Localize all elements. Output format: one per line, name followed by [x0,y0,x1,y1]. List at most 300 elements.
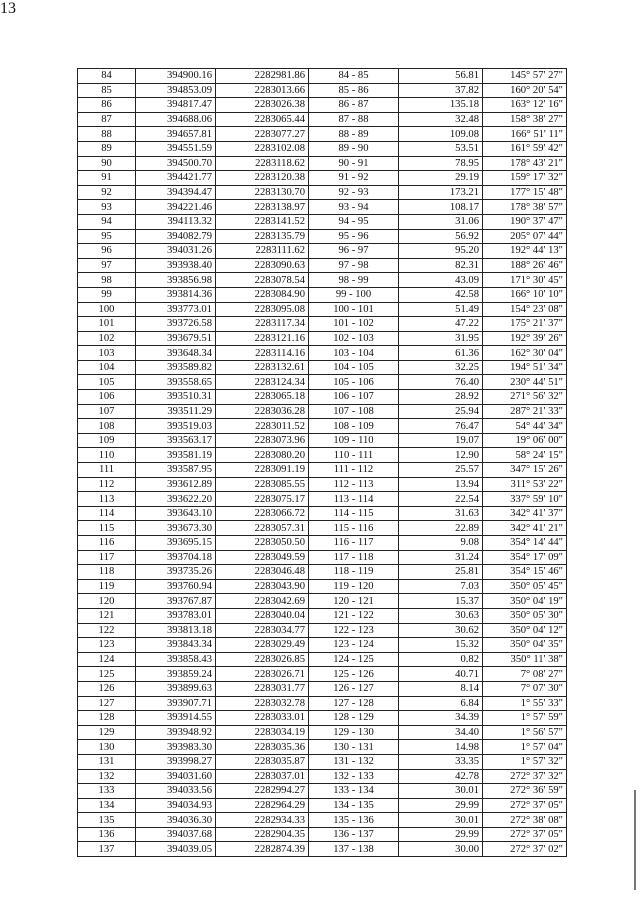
point-number-cell: 89 [78,141,136,156]
table-row [78,287,567,302]
bearing-cell: 272° 37' 32" [483,769,567,784]
bearing-cell: 350° 05' 30" [483,608,567,623]
segment-cell: 89 - 90 [309,141,399,156]
segment-cell: 118 - 119 [309,565,399,580]
scan-edge-mark [634,790,636,890]
y-coordinate-cell: 2283084.90 [216,287,309,302]
y-coordinate-cell: 2283073.96 [216,433,309,448]
segment-cell: 123 - 124 [309,638,399,653]
length-cell: 19.07 [399,433,483,448]
bearing-cell: 342° 41' 37" [483,506,567,521]
segment-cell: 113 - 114 [309,492,399,507]
segment-cell: 95 - 96 [309,229,399,244]
x-coordinate-cell: 393813.18 [136,623,216,638]
y-coordinate-cell: 2282994.27 [216,784,309,799]
length-cell: 25.57 [399,463,483,478]
x-coordinate-cell: 394039.05 [136,842,216,857]
length-cell: 8.14 [399,681,483,696]
table-row [78,696,567,711]
bearing-cell: 7° 08' 27" [483,667,567,682]
table-row [78,784,567,799]
segment-cell: 100 - 101 [309,302,399,317]
segment-cell: 85 - 86 [309,83,399,98]
y-coordinate-cell: 2283042.69 [216,594,309,609]
x-coordinate-cell: 394688.06 [136,112,216,127]
x-coordinate-cell: 393843.34 [136,638,216,653]
segment-cell: 127 - 128 [309,696,399,711]
table-row [78,317,567,332]
bearing-cell: 272° 36' 59" [483,784,567,799]
y-coordinate-cell: 2282904.35 [216,827,309,842]
y-coordinate-cell: 2283138.97 [216,200,309,215]
x-coordinate-cell: 393581.19 [136,448,216,463]
table-row [78,842,567,857]
x-coordinate-cell: 394034.93 [136,798,216,813]
table-row [78,83,567,98]
segment-cell: 131 - 132 [309,754,399,769]
segment-cell: 135 - 136 [309,813,399,828]
table-row [78,754,567,769]
point-number-cell: 125 [78,667,136,682]
point-number-cell: 84 [78,69,136,84]
length-cell: 29.99 [399,798,483,813]
table-row [78,302,567,317]
segment-cell: 107 - 108 [309,404,399,419]
length-cell: 109.08 [399,127,483,142]
bearing-cell: 192° 39' 26" [483,331,567,346]
point-number-cell: 120 [78,594,136,609]
x-coordinate-cell: 393948.92 [136,725,216,740]
point-number-cell: 94 [78,214,136,229]
y-coordinate-cell: 2283034.77 [216,623,309,638]
x-coordinate-cell: 394113.32 [136,214,216,229]
x-coordinate-cell: 394031.60 [136,769,216,784]
bearing-cell: 272° 37' 05" [483,827,567,842]
length-cell: 31.06 [399,214,483,229]
bearing-cell: 1° 55' 33" [483,696,567,711]
table-row [78,98,567,113]
point-number-cell: 115 [78,521,136,536]
y-coordinate-cell: 2283037.01 [216,769,309,784]
segment-cell: 134 - 135 [309,798,399,813]
y-coordinate-cell: 2283075.17 [216,492,309,507]
y-coordinate-cell: 2283124.34 [216,375,309,390]
y-coordinate-cell: 2283135.79 [216,229,309,244]
bearing-cell: 19° 06' 00" [483,433,567,448]
bearing-cell: 1° 57' 32" [483,754,567,769]
segment-cell: 117 - 118 [309,550,399,565]
y-coordinate-cell: 2283085.55 [216,477,309,492]
segment-cell: 114 - 115 [309,506,399,521]
x-coordinate-cell: 393558.65 [136,375,216,390]
segment-cell: 84 - 85 [309,69,399,84]
y-coordinate-cell: 2283130.70 [216,185,309,200]
x-coordinate-cell: 393679.51 [136,331,216,346]
bearing-cell: 337° 59' 10" [483,492,567,507]
segment-cell: 125 - 126 [309,667,399,682]
y-coordinate-cell: 2283026.38 [216,98,309,113]
x-coordinate-cell: 393907.71 [136,696,216,711]
segment-cell: 122 - 123 [309,623,399,638]
length-cell: 173.21 [399,185,483,200]
table-row [78,638,567,653]
length-cell: 22.54 [399,492,483,507]
segment-cell: 129 - 130 [309,725,399,740]
segment-cell: 90 - 91 [309,156,399,171]
y-coordinate-cell: 2283090.63 [216,258,309,273]
table-row [78,521,567,536]
point-number-cell: 103 [78,346,136,361]
segment-cell: 120 - 121 [309,594,399,609]
length-cell: 95.20 [399,244,483,259]
length-cell: 29.99 [399,827,483,842]
bearing-cell: 175° 21' 37" [483,317,567,332]
y-coordinate-cell: 2283065.18 [216,390,309,405]
table-row [78,390,567,405]
x-coordinate-cell: 393519.03 [136,419,216,434]
segment-cell: 116 - 117 [309,536,399,551]
table-row [78,681,567,696]
point-number-cell: 126 [78,681,136,696]
table-row [78,112,567,127]
point-number-cell: 108 [78,419,136,434]
bearing-cell: 342° 41' 21" [483,521,567,536]
length-cell: 30.01 [399,784,483,799]
segment-cell: 104 - 105 [309,360,399,375]
length-cell: 34.39 [399,711,483,726]
length-cell: 30.63 [399,608,483,623]
y-coordinate-cell: 2283043.90 [216,579,309,594]
length-cell: 25.94 [399,404,483,419]
length-cell: 0.82 [399,652,483,667]
y-coordinate-cell: 2283066.72 [216,506,309,521]
table-row [78,360,567,375]
table-row [78,492,567,507]
bearing-cell: 272° 37' 02" [483,842,567,857]
point-number-cell: 112 [78,477,136,492]
y-coordinate-cell: 2283049.59 [216,550,309,565]
x-coordinate-cell: 393859.24 [136,667,216,682]
x-coordinate-cell: 393563.17 [136,433,216,448]
bearing-cell: 177° 15' 48" [483,185,567,200]
table-row [78,273,567,288]
point-number-cell: 116 [78,536,136,551]
length-cell: 34.40 [399,725,483,740]
table-row [78,258,567,273]
y-coordinate-cell: 2282964.29 [216,798,309,813]
bearing-cell: 163° 12' 16" [483,98,567,113]
point-number-cell: 134 [78,798,136,813]
table-row [78,536,567,551]
length-cell: 22.89 [399,521,483,536]
y-coordinate-cell: 2282934.33 [216,813,309,828]
bearing-cell: 230° 44' 51" [483,375,567,390]
y-coordinate-cell: 2283035.87 [216,754,309,769]
x-coordinate-cell: 394037.68 [136,827,216,842]
point-number-cell: 130 [78,740,136,755]
length-cell: 9.08 [399,536,483,551]
table-row [78,769,567,784]
x-coordinate-cell: 393998.27 [136,754,216,769]
segment-cell: 124 - 125 [309,652,399,667]
table-row [78,827,567,842]
x-coordinate-cell: 393622.20 [136,492,216,507]
segment-cell: 106 - 107 [309,390,399,405]
point-number-cell: 98 [78,273,136,288]
y-coordinate-cell: 2283111.62 [216,244,309,259]
length-cell: 82.31 [399,258,483,273]
y-coordinate-cell: 2283077.27 [216,127,309,142]
table-row [78,623,567,638]
table-row [78,69,567,84]
length-cell: 7.03 [399,579,483,594]
bearing-cell: 154° 23' 08" [483,302,567,317]
segment-cell: 86 - 87 [309,98,399,113]
y-coordinate-cell: 2283029.49 [216,638,309,653]
point-number-cell: 111 [78,463,136,478]
table-row [78,214,567,229]
table-row [78,652,567,667]
length-cell: 43.09 [399,273,483,288]
y-coordinate-cell: 2283032.78 [216,696,309,711]
table-row [78,185,567,200]
segment-cell: 96 - 97 [309,244,399,259]
segment-cell: 115 - 116 [309,521,399,536]
bearing-cell: 205° 07' 44" [483,229,567,244]
length-cell: 31.95 [399,331,483,346]
table-row [78,565,567,580]
x-coordinate-cell: 393510.31 [136,390,216,405]
point-number-cell: 102 [78,331,136,346]
x-coordinate-cell: 393914.55 [136,711,216,726]
length-cell: 15.32 [399,638,483,653]
segment-cell: 99 - 100 [309,287,399,302]
bearing-cell: 145° 57' 27" [483,69,567,84]
x-coordinate-cell: 393858.43 [136,652,216,667]
point-number-cell: 121 [78,608,136,623]
x-coordinate-cell: 394900.16 [136,69,216,84]
y-coordinate-cell: 2283036.28 [216,404,309,419]
x-coordinate-cell: 393735.26 [136,565,216,580]
x-coordinate-cell: 393673.30 [136,521,216,536]
table-row [78,711,567,726]
length-cell: 25.81 [399,565,483,580]
segment-cell: 130 - 131 [309,740,399,755]
point-number-cell: 96 [78,244,136,259]
point-number-cell: 99 [78,287,136,302]
y-coordinate-cell: 2283132.61 [216,360,309,375]
y-coordinate-cell: 2283034.19 [216,725,309,740]
y-coordinate-cell: 2283078.54 [216,273,309,288]
x-coordinate-cell: 393983.30 [136,740,216,755]
bearing-cell: 161° 59' 42" [483,141,567,156]
length-cell: 135.18 [399,98,483,113]
x-coordinate-cell: 393938.40 [136,258,216,273]
bearing-cell: 160° 20' 54" [483,83,567,98]
bearing-cell: 178° 43' 21" [483,156,567,171]
x-coordinate-cell: 394551.59 [136,141,216,156]
point-number-cell: 97 [78,258,136,273]
bearing-cell: 1° 57' 04" [483,740,567,755]
y-coordinate-cell: 2283035.36 [216,740,309,755]
bearing-cell: 158° 38' 27" [483,112,567,127]
length-cell: 32.48 [399,112,483,127]
bearing-cell: 350° 05' 45" [483,579,567,594]
y-coordinate-cell: 2283065.44 [216,112,309,127]
length-cell: 13.94 [399,477,483,492]
length-cell: 76.47 [399,419,483,434]
length-cell: 56.81 [399,69,483,84]
segment-cell: 92 - 93 [309,185,399,200]
y-coordinate-cell: 2283046.48 [216,565,309,580]
x-coordinate-cell: 394221.46 [136,200,216,215]
point-number-cell: 131 [78,754,136,769]
y-coordinate-cell: 2283057.31 [216,521,309,536]
table-row [78,171,567,186]
point-number-cell: 137 [78,842,136,857]
length-cell: 33.35 [399,754,483,769]
y-coordinate-cell: 2283050.50 [216,536,309,551]
bearing-cell: 350° 04' 19" [483,594,567,609]
segment-cell: 101 - 102 [309,317,399,332]
bearing-cell: 7° 07' 30" [483,681,567,696]
bearing-cell: 271° 56' 32" [483,390,567,405]
point-number-cell: 100 [78,302,136,317]
bearing-cell: 354° 14' 44" [483,536,567,551]
length-cell: 30.62 [399,623,483,638]
bearing-cell: 272° 37' 05" [483,798,567,813]
table-row [78,448,567,463]
point-number-cell: 118 [78,565,136,580]
bearing-cell: 166° 10' 10" [483,287,567,302]
segment-cell: 102 - 103 [309,331,399,346]
y-coordinate-cell: 2283080.20 [216,448,309,463]
table-row [78,550,567,565]
bearing-cell: 54° 44' 34" [483,419,567,434]
table-row [78,419,567,434]
bearing-cell: 350° 04' 35" [483,638,567,653]
point-number-cell: 119 [78,579,136,594]
segment-cell: 133 - 134 [309,784,399,799]
bearing-cell: 178° 38' 57" [483,200,567,215]
segment-cell: 136 - 137 [309,827,399,842]
x-coordinate-cell: 393773.01 [136,302,216,317]
table-row [78,740,567,755]
point-number-cell: 122 [78,623,136,638]
bearing-cell: 1° 56' 57" [483,725,567,740]
table-row [78,725,567,740]
x-coordinate-cell: 393760.94 [136,579,216,594]
bearing-cell: 1° 57' 59" [483,711,567,726]
y-coordinate-cell: 2283031.77 [216,681,309,696]
y-coordinate-cell: 2283033.01 [216,711,309,726]
length-cell: 42.58 [399,287,483,302]
table-row [78,127,567,142]
point-number-cell: 101 [78,317,136,332]
y-coordinate-cell: 2283117.34 [216,317,309,332]
length-cell: 6.84 [399,696,483,711]
point-number-cell: 133 [78,784,136,799]
length-cell: 47.22 [399,317,483,332]
point-number-cell: 87 [78,112,136,127]
length-cell: 108.17 [399,200,483,215]
table-row [78,798,567,813]
point-number-cell: 90 [78,156,136,171]
x-coordinate-cell: 393899.63 [136,681,216,696]
segment-cell: 126 - 127 [309,681,399,696]
table-row [78,141,567,156]
y-coordinate-cell: 2283091.19 [216,463,309,478]
x-coordinate-cell: 393767.87 [136,594,216,609]
table-row [78,463,567,478]
y-coordinate-cell: 2283118.62 [216,156,309,171]
segment-cell: 121 - 122 [309,608,399,623]
x-coordinate-cell: 393814.36 [136,287,216,302]
length-cell: 30.00 [399,842,483,857]
x-coordinate-cell: 393648.34 [136,346,216,361]
bearing-cell: 58° 24' 15" [483,448,567,463]
length-cell: 61.36 [399,346,483,361]
y-coordinate-cell: 2283102.08 [216,141,309,156]
x-coordinate-cell: 393511.29 [136,404,216,419]
y-coordinate-cell: 2283026.71 [216,667,309,682]
table-row [78,156,567,171]
y-coordinate-cell: 2282981.86 [216,69,309,84]
segment-cell: 97 - 98 [309,258,399,273]
table-row [78,594,567,609]
x-coordinate-cell: 393589.82 [136,360,216,375]
length-cell: 78.95 [399,156,483,171]
point-number-cell: 95 [78,229,136,244]
bearing-cell: 188° 26' 46" [483,258,567,273]
x-coordinate-cell: 393783.01 [136,608,216,623]
segment-cell: 94 - 95 [309,214,399,229]
table-row [78,667,567,682]
point-number-cell: 86 [78,98,136,113]
x-coordinate-cell: 393587.95 [136,463,216,478]
length-cell: 29.19 [399,171,483,186]
bearing-cell: 311° 53' 22" [483,477,567,492]
segment-cell: 105 - 106 [309,375,399,390]
length-cell: 53.51 [399,141,483,156]
point-number-cell: 110 [78,448,136,463]
length-cell: 42.78 [399,769,483,784]
table-row [78,477,567,492]
point-number-cell: 104 [78,360,136,375]
y-coordinate-cell: 2282874.39 [216,842,309,857]
segment-cell: 98 - 99 [309,273,399,288]
length-cell: 76.40 [399,375,483,390]
point-number-cell: 136 [78,827,136,842]
point-number-cell: 132 [78,769,136,784]
table-row [78,506,567,521]
point-number-cell: 117 [78,550,136,565]
x-coordinate-cell: 393695.15 [136,536,216,551]
segment-cell: 128 - 129 [309,711,399,726]
y-coordinate-cell: 2283121.16 [216,331,309,346]
length-cell: 15.37 [399,594,483,609]
segment-cell: 110 - 111 [309,448,399,463]
point-number-cell: 92 [78,185,136,200]
segment-cell: 109 - 110 [309,433,399,448]
bearing-cell: 272° 38' 08" [483,813,567,828]
bearing-cell: 190° 37' 47" [483,214,567,229]
point-number-cell: 123 [78,638,136,653]
x-coordinate-cell: 394500.70 [136,156,216,171]
coordinates-table-body [78,69,567,857]
segment-cell: 103 - 104 [309,346,399,361]
segment-cell: 108 - 109 [309,419,399,434]
